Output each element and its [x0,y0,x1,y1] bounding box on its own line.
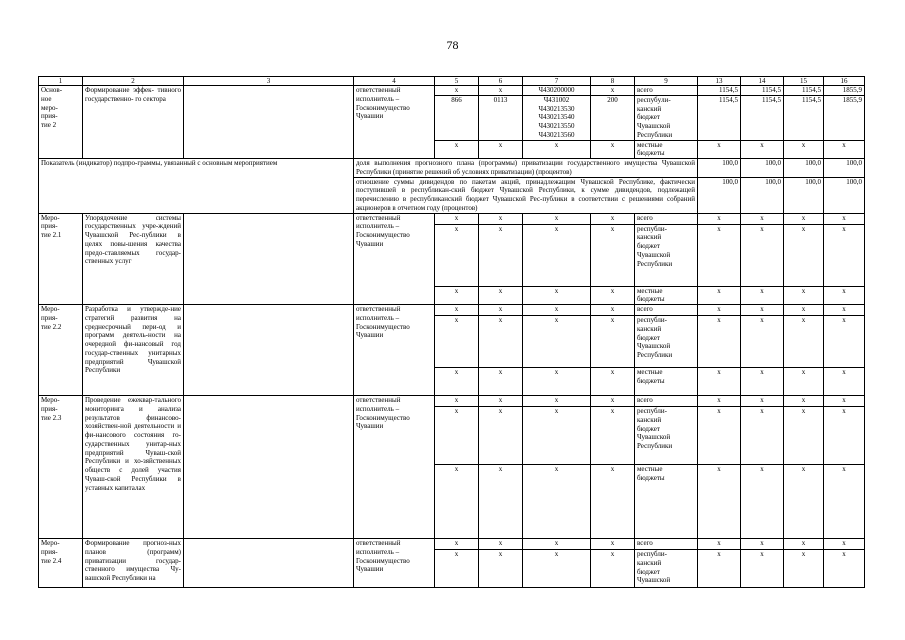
table-cell: x [523,465,591,539]
table-cell: x [698,286,741,305]
table-cell: x [741,368,784,396]
event-title-cell: Формирование эффек- тивного государственно- го сектора [83,86,184,159]
table-cell: x [435,140,479,159]
table-cell: x [591,550,635,588]
column-header: 7 [523,77,591,86]
table-cell: x [784,305,824,316]
table-cell: Ч431002 Ч430213530 Ч430213540 Ч430213550 Ч430213560 [523,95,591,140]
table-cell: x [523,407,591,465]
table-cell: x [435,286,479,305]
table-cell: x [591,407,635,465]
indicator-label: Показатель (индикатор) подпро-граммы, увязанный с основным мероприятием [39,159,354,214]
table-cell: x [479,465,523,539]
event-title-cell: Проведение ежеквар-тального мониторинга и анализа результатов финансово-хозяйствен-ной деятельности и фи-нансового состояния го-сударственных унитар-ных предприятий Чуваш-ской Республики и хо-зяйственных обществ с долей участия Чуваш-ской Республики в уставных капиталах [83,396,184,539]
table-cell: x [591,305,635,316]
table-cell: 1154,5 [698,95,741,140]
empty-cell [184,396,354,539]
table-cell: x [591,140,635,159]
event-code-cell: Меро- прия- тие 2.1 [39,213,83,305]
table-cell: 1154,5 [698,86,741,96]
table-cell: x [741,305,784,316]
page-number: 78 [446,38,459,52]
table-cell: x [435,465,479,539]
table-cell: x [523,224,591,286]
table-cell: 1855,9 [824,95,865,140]
table-row [39,396,865,407]
table-cell: местные бюджеты [635,286,698,305]
table-cell: x [784,140,824,159]
column-header: 13 [698,77,741,86]
table-cell: x [479,140,523,159]
executor-cell: ответственный исполнитель – Госконимущество Чувашии [354,213,435,305]
table-cell: x [523,368,591,396]
table-cell: x [591,86,635,96]
table-cell: x [479,286,523,305]
table-cell: x [479,368,523,396]
table-cell: x [741,316,784,368]
table-cell: 100,0 [698,159,741,178]
table-cell: республи- канский бюджет Чувашской Республики [635,316,698,368]
table-cell: x [479,213,523,224]
table-cell: x [784,213,824,224]
table-cell: x [479,305,523,316]
table-cell: x [824,140,865,159]
event-title-cell: Разработка и утвержде-ние стратегий развития на среднесрочный пери-од и программ деятель-ности на очередной фи-нансовый год государ-ственных унитарных предприятий Чувашской Республики [83,305,184,396]
indicator-text: отношение суммы дивидендов по пакетам акций, принадлежащим Чувашской Республике, фактически поступившей в республикан-ский бюджет Чувашской Республики, к сумме дивидендов, подлежащей перечислению в республиканский бюджет Чувашской Рес-публики в соответствии с решениями собраний акционеров в отчетном году (процентов) [354,177,698,213]
table-row [39,539,865,550]
table-cell: x [479,396,523,407]
indicator-row [39,159,865,178]
table-cell: местные бюджеты [635,140,698,159]
table-cell: x [479,407,523,465]
column-header: 15 [784,77,824,86]
table-cell: x [435,407,479,465]
table-cell: 1855,9 [824,86,865,96]
table-cell: x [824,539,865,550]
budget-table [38,76,865,588]
table-cell: Ч430200000 [523,86,591,96]
column-header: 5 [435,77,479,86]
table-cell: x [591,368,635,396]
table-cell: x [698,213,741,224]
table-cell: местные бюджеты [635,368,698,396]
column-header: 1 [39,77,83,86]
table-cell: 100,0 [824,159,865,178]
indicator-text: доля выполнения прогнозного плана (программы) приватизации государственного имущества Чувашской Республики (принятие решений об условиях приватизации) (процентов) [354,159,698,178]
table-cell: x [523,550,591,588]
table-cell: x [698,224,741,286]
table-cell: x [523,213,591,224]
table-cell: 200 [591,95,635,140]
table-cell: 100,0 [698,177,741,213]
table-cell: x [698,539,741,550]
empty-cell [184,305,354,396]
table-cell: x [479,316,523,368]
table-cell: 866 [435,95,479,140]
empty-cell [184,213,354,305]
table-cell: 100,0 [741,177,784,213]
table-cell: x [784,368,824,396]
table-cell: x [698,305,741,316]
event-code-cell: Меро- прия- тие 2.4 [39,539,83,588]
table-cell: x [784,286,824,305]
table-cell: x [741,396,784,407]
table-cell: x [824,316,865,368]
column-header: 9 [635,77,698,86]
table-cell: x [698,465,741,539]
table-cell: x [741,550,784,588]
table-row [39,305,865,316]
table-cell: x [784,550,824,588]
table-cell: всего [635,86,698,96]
table-cell: x [698,407,741,465]
event-code-cell: Меро- прия- тие 2.3 [39,396,83,539]
table-cell: 1154,5 [784,86,824,96]
table-cell: респубyли- канский бюджет Чувашской Республики [635,95,698,140]
table-cell: x [741,224,784,286]
table-cell: x [698,316,741,368]
event-code-cell: Меро- прия- тие 2.2 [39,305,83,396]
column-header: 2 [83,77,184,86]
table-cell: 100,0 [784,159,824,178]
column-header: 6 [479,77,523,86]
table-cell: x [523,286,591,305]
table-cell: x [824,213,865,224]
table-cell: всего [635,539,698,550]
table-cell: республи- канский бюджет Чувашской [635,550,698,588]
table-cell: x [741,140,784,159]
header-row [39,77,865,86]
table-cell: x [824,407,865,465]
table-row [39,213,865,224]
table-cell: x [591,465,635,539]
table-cell: x [824,465,865,539]
table-cell: x [435,86,479,96]
table-cell: x [479,550,523,588]
column-header: 4 [354,77,435,86]
table-row [39,86,865,96]
executor-cell: ответственный исполнитель – Госконимущество Чувашии [354,305,435,396]
table-cell: x [784,396,824,407]
table-cell: x [435,213,479,224]
table-cell: x [741,465,784,539]
table-cell: x [824,396,865,407]
table-cell: x [741,286,784,305]
table-cell: x [824,368,865,396]
table-cell: x [479,539,523,550]
executor-cell: ответственный исполнитель – Госконимущество Чувашии [354,539,435,588]
table-cell: x [435,316,479,368]
table-cell: x [784,224,824,286]
table-cell: 100,0 [784,177,824,213]
table-cell: x [698,368,741,396]
table-cell: x [784,539,824,550]
column-header: 16 [824,77,865,86]
table-cell: 0113 [479,95,523,140]
table-cell: x [591,286,635,305]
table-cell: x [591,539,635,550]
table-cell: x [479,224,523,286]
table-cell: x [591,316,635,368]
table-cell: x [698,140,741,159]
executor-cell: ответственный исполнитель – Госконимущество Чувашии [354,396,435,539]
empty-cell [184,539,354,588]
table-cell: x [523,316,591,368]
table-cell: x [435,305,479,316]
table-cell: всего [635,213,698,224]
table-cell: x [523,305,591,316]
table-cell: x [824,550,865,588]
table-cell: x [824,305,865,316]
table-cell: x [784,465,824,539]
table-cell: республи- канский бюджет Чувашской Республики [635,407,698,465]
table-cell: x [435,368,479,396]
event-title-cell: Упорядочение системы государственных учре-ждений Чувашской Рес-публики в целях повы-шения качества предо-ставляемых государ-ственных услуг [83,213,184,305]
column-header: 8 [591,77,635,86]
table-cell: x [523,539,591,550]
table-cell: x [523,140,591,159]
table-cell: x [824,286,865,305]
table-cell: 1154,5 [741,95,784,140]
empty-cell [184,86,354,159]
table-cell: x [479,86,523,96]
table-cell: x [591,224,635,286]
table-cell: x [591,396,635,407]
event-code-cell: Основ- ное меро- прия- тие 2 [39,86,83,159]
table-cell: x [784,316,824,368]
table-cell: x [698,396,741,407]
table-cell: 100,0 [741,159,784,178]
table-cell: x [784,407,824,465]
column-header: 14 [741,77,784,86]
table-cell: x [741,407,784,465]
table-cell: x [698,550,741,588]
table-cell: x [741,213,784,224]
executor-cell: ответственный исполнитель – Госконимущество Чувашии [354,86,435,159]
table-cell: 1154,5 [784,95,824,140]
table-cell: республи- канский бюджет Чувашской Республики [635,224,698,286]
table-cell: x [824,224,865,286]
table-cell: всего [635,305,698,316]
table-cell: x [523,396,591,407]
column-header: 3 [184,77,354,86]
table-cell: x [435,224,479,286]
event-title-cell: Формирование прогноз-ных планов (программ) приватизации государ-ственного имущества Чу-вашской Республики на [83,539,184,588]
table-cell: 1154,5 [741,86,784,96]
table-cell: 100,0 [824,177,865,213]
table-cell: x [591,213,635,224]
table-cell: x [435,539,479,550]
table-cell: x [435,550,479,588]
table-cell: местные бюджеты [635,465,698,539]
table-cell: всего [635,396,698,407]
table-cell: x [741,539,784,550]
table-cell: x [435,396,479,407]
